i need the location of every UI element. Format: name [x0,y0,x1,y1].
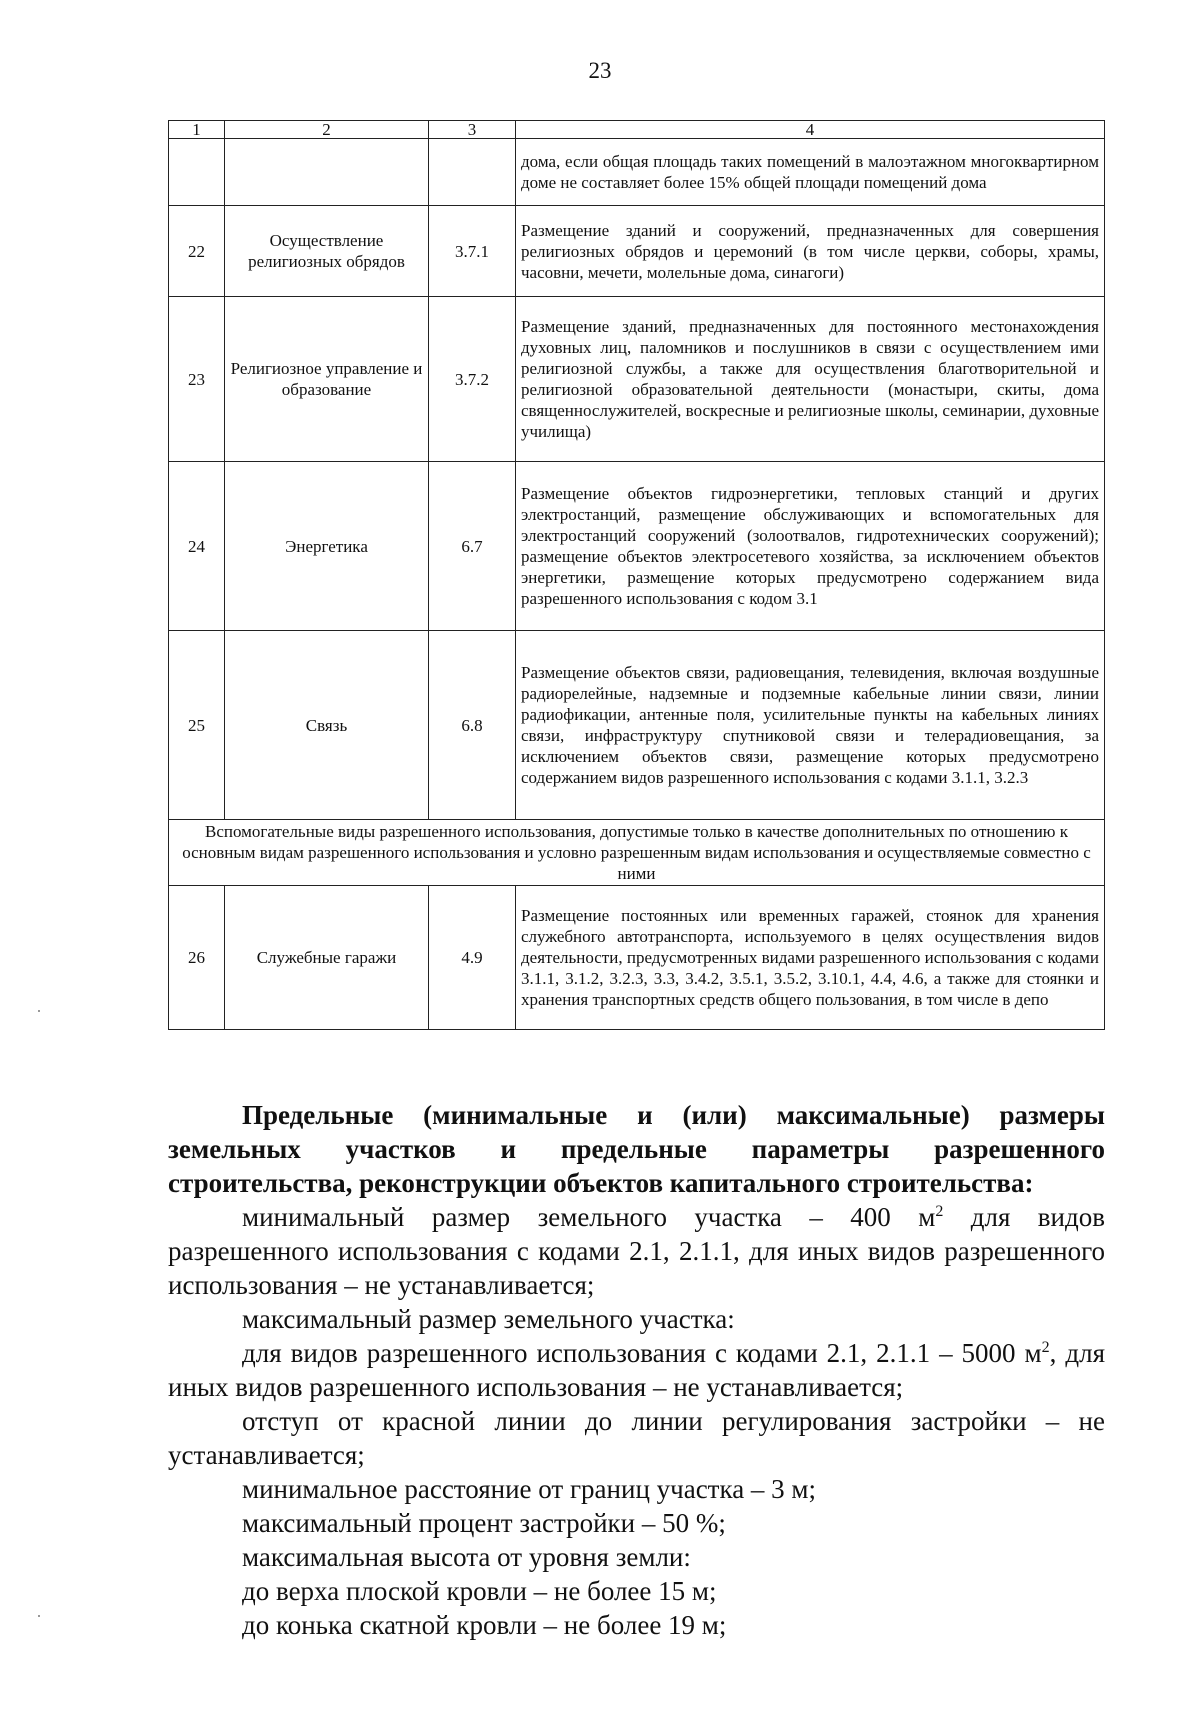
paragraph-red-line-offset: отступ от красной линии до линии регулирования застройки – не устанавливается; [168,1406,1105,1470]
superscript: 2 [1041,1339,1050,1356]
text: для видов разрешенного использования с кодами 2.1, 2.1.1, для иных видов разрешенного использования – не устанавливается; [168,1202,1105,1300]
cell-desc: Размещение объектов связи, радиовещания, телевидения, включая воздушные радиорелейные, надземные и подземные кабельные линии связи, линии радиофикации, антенные поля, усилительные пункты на кабельных линиях связи, инфраструктуру спутниковой связи и телерадиовещания, за исключением объектов связи, размещение которых предусмотрено содержанием видов разрешенного использования с кодами 3.1.1, 3.2.3 [516,631,1105,820]
table-row [169,886,1105,1030]
paragraph-flat-roof-height: до верха плоской кровли – не более 15 м; [242,1576,717,1606]
table-row [169,297,1105,462]
header-col-3: 3 [429,121,516,139]
cell-name: Религиозное управление и образование [225,297,429,462]
header-col-1: 1 [169,121,225,139]
cell-code: 3.7.2 [429,297,516,462]
text: для видов разрешенного использования с кодами 2.1, 2.1.1 – 5000 м [242,1338,1042,1368]
cell-num [169,139,225,206]
cell-desc: Размещение постоянных или временных гаражей, стоянок для хранения служебного автотранспорта, используемого в целях осуществления видов деятельности, предусмотренных видами разрешенного использования с кодами 3.1.1, 3.1.2, 3.2.3, 3.3, 3.4.2, 3.5.1, 3.5.2, 3.10.1, 4.4, 4.6, а также для стоянки и хранения транспортных средств общего пользования, в том числе в депо [516,886,1105,1030]
cell-desc: Размещение объектов гидроэнергетики, тепловых станций и других электростанций, размещение обслуживающих и вспомогательных для электростанций сооружений (золоотвалов, гидротехнических сооружений); размещение объектов электросетевого хозяйства, за исключением объектов энергетики, размещение которых предусмотрено содержанием вида разрешенного использования с кодом 3.1 [516,462,1105,631]
page-number: 23 [588,58,612,83]
cell-code: 4.9 [429,886,516,1030]
table-section-row [169,820,1105,886]
paragraph-max-height: максимальная высота от уровня земли: [242,1542,691,1572]
parameters-section [168,1098,1105,1642]
cell-name: Осуществление религиозных обрядов [225,206,429,297]
cell-desc: Размещение зданий, предназначенных для постоянного местонахождения духовных лиц, паломников и послушников в связи с осуществлением ими религиозной службы, а также для осуществления благотворительной и религиозной образовательной деятельности (монастыри, скиты, дома священнослужителей, воскресные и религиозные школы, семинарии, духовные училища) [516,297,1105,462]
cell-num: 24 [169,462,225,631]
cell-code: 6.7 [429,462,516,631]
paragraph-max-building-percent: максимальный процент застройки – 50 %; [242,1508,726,1538]
scan-speck [38,1615,40,1617]
paragraph-max-plot-size: максимальный размер земельного участка: [242,1304,735,1334]
table-row [169,462,1105,631]
header-col-2: 2 [225,121,429,139]
table-row [169,206,1105,297]
cell-code: 6.8 [429,631,516,820]
paragraph-min-distance: минимальное расстояние от границ участка – 3 м; [242,1474,817,1504]
section-header: Вспомогательные виды разрешенного использования, допустимые только в качестве дополнительных по отношению к основным видам разрешенного использования и условно разрешенным видам использования и осуществляемые совместно с ними [169,820,1105,886]
cell-name [225,139,429,206]
cell-num: 25 [169,631,225,820]
text: , для иных видов разрешенного использования – не устанавливается; [168,1338,1105,1402]
cell-code: 3.7.1 [429,206,516,297]
header-col-4: 4 [516,121,1105,139]
cell-code [429,139,516,206]
cell-name: Энергетика [225,462,429,631]
paragraph-min-plot-size [168,1200,1105,1302]
table-row [169,631,1105,820]
scan-speck [38,1010,40,1012]
land-use-table [168,120,1105,1030]
cell-num: 23 [169,297,225,462]
cell-desc: дома, если общая площадь таких помещений в малоэтажном многоквартирном доме не составляет более 15% общей площади помещений дома [516,139,1105,206]
cell-desc: Размещение зданий и сооружений, предназначенных для совершения религиозных обрядов и церемоний (в том числе церкви, соборы, храмы, часовни, мечети, молельные дома, синагоги) [516,206,1105,297]
cell-name: Служебные гаражи [225,886,429,1030]
paragraph-pitched-roof-height: до конька скатной кровли – не более 19 м; [242,1610,727,1640]
cell-num: 26 [169,886,225,1030]
table-header-row [169,121,1105,139]
table-row-continuation [169,139,1105,206]
paragraph-max-plot-size-codes [168,1336,1105,1404]
cell-num: 22 [169,206,225,297]
superscript: 2 [935,1203,944,1220]
cell-name: Связь [225,631,429,820]
text: минимальный размер земельного участка – 400 м [242,1202,936,1232]
section-heading: Предельные (минимальные и (или) максимальные) размеры земельных участков и предельные параметры разрешенного строительства, реконструкции объектов капитального строительства: [168,1100,1105,1198]
